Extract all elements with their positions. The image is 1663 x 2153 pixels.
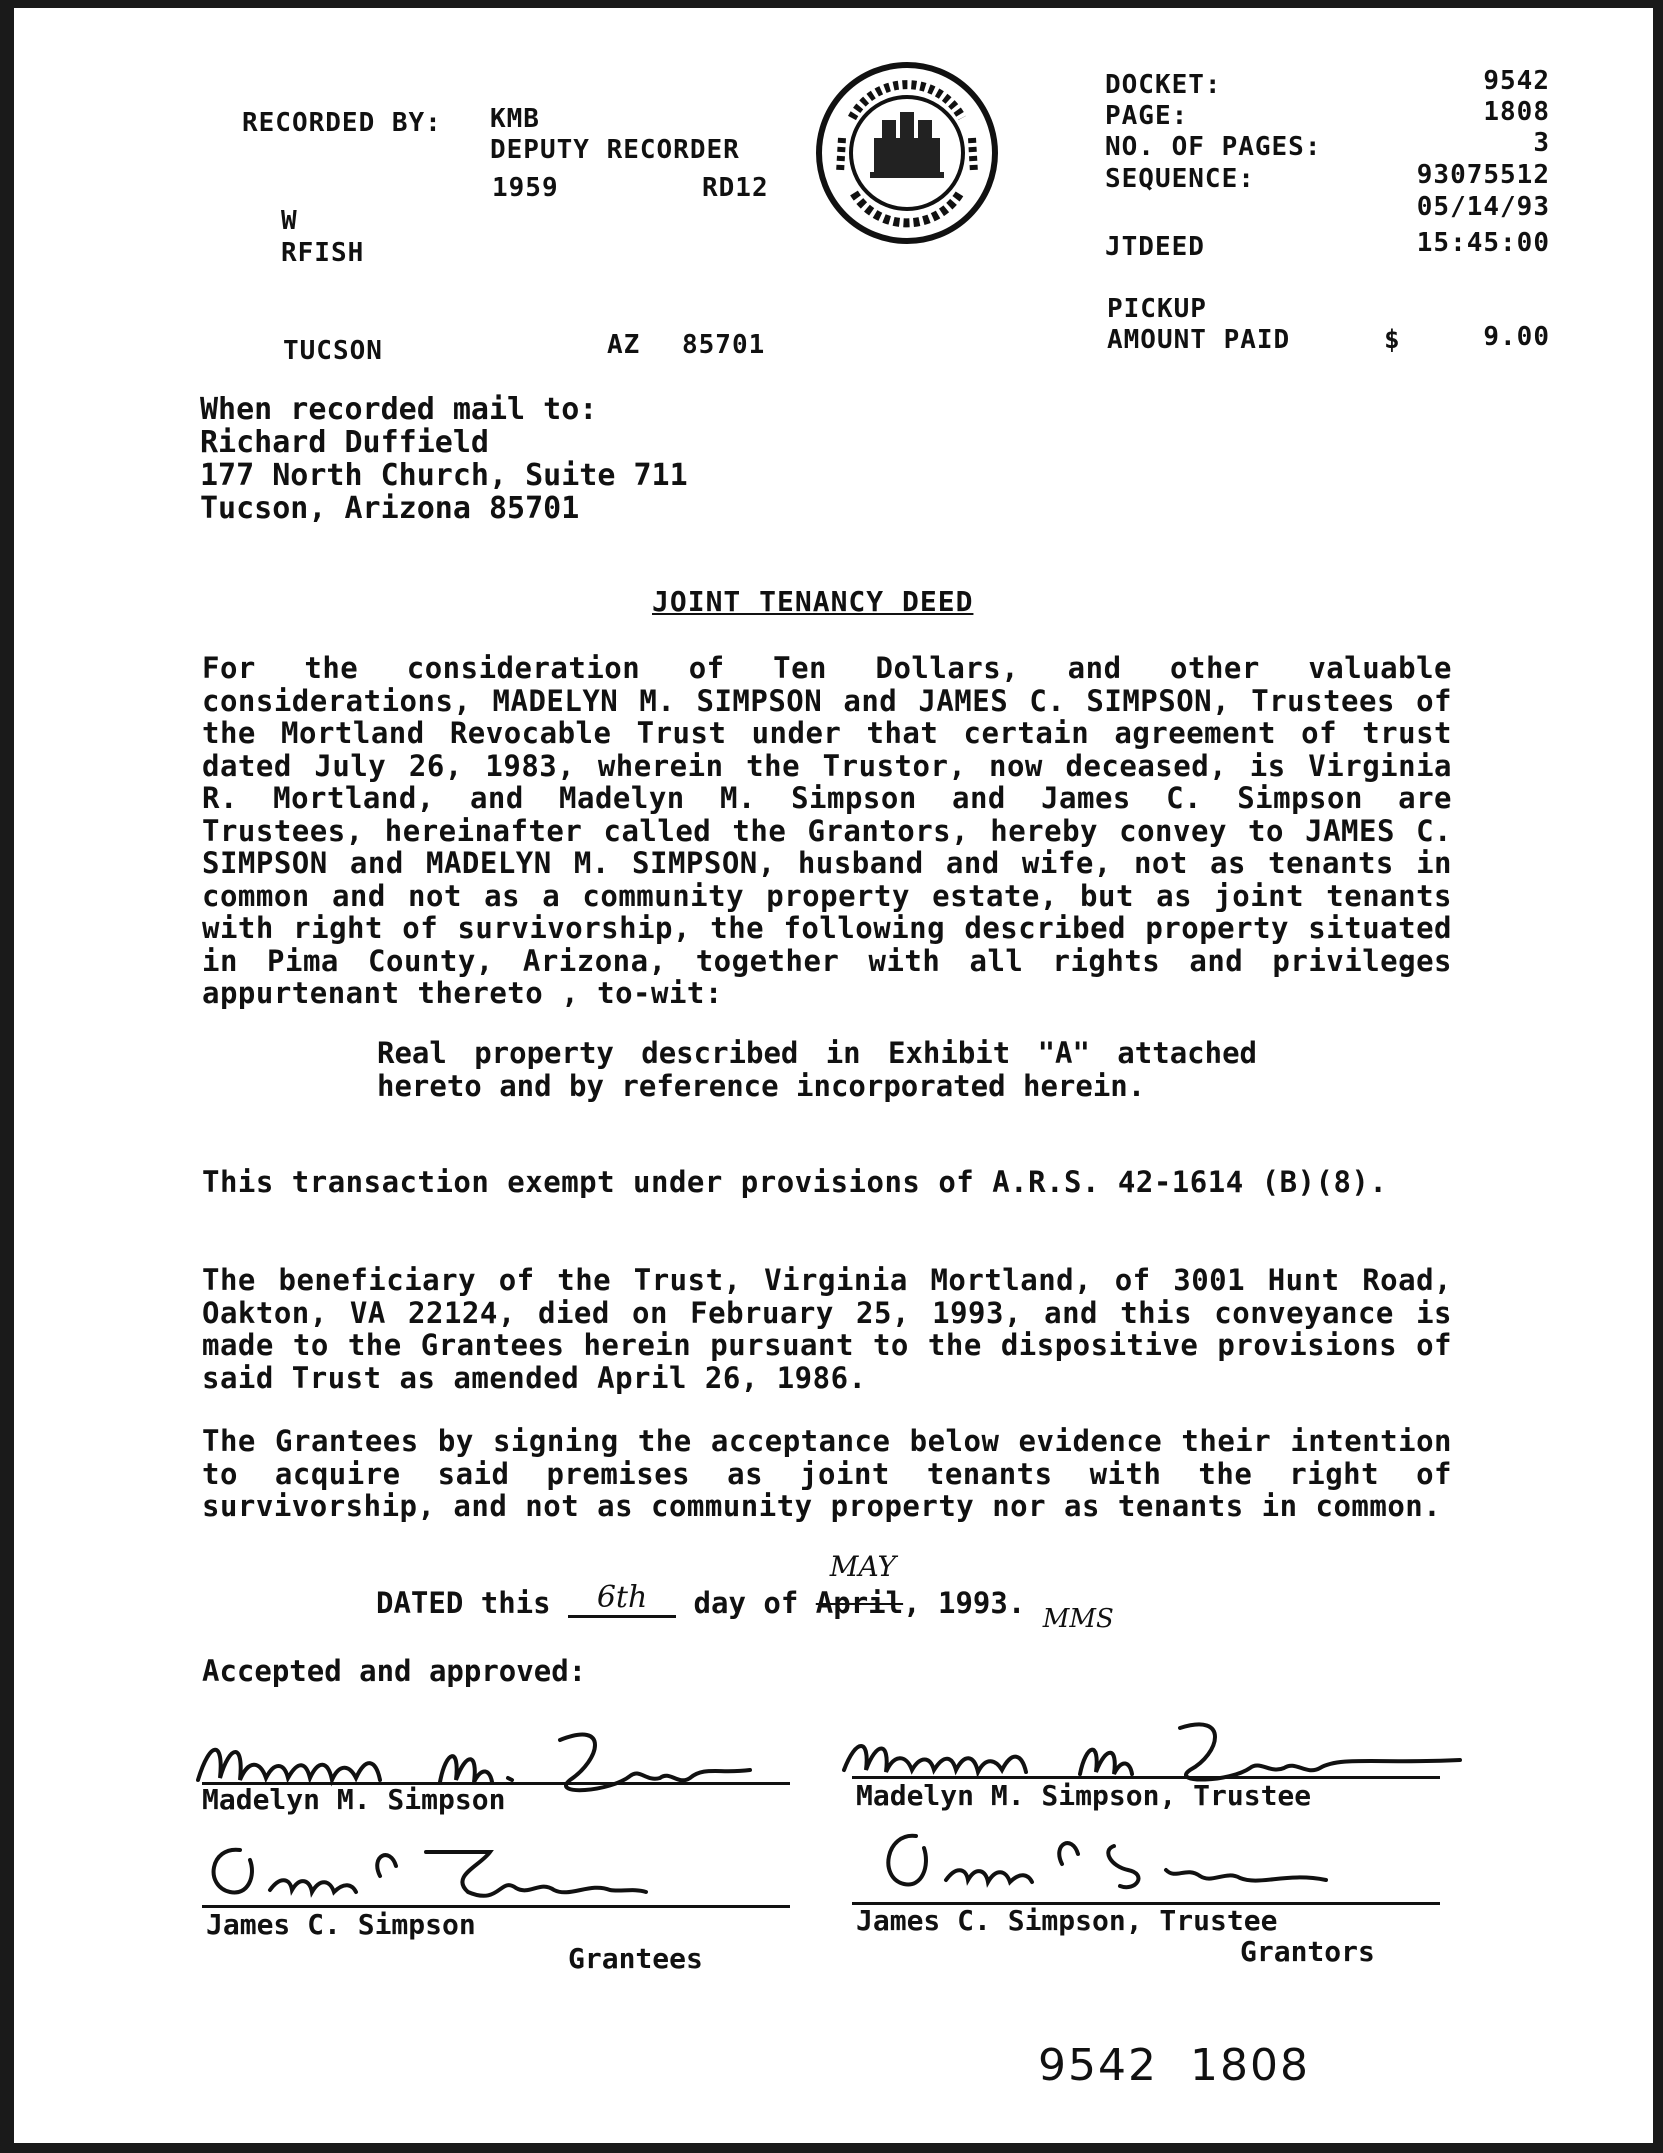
docket-label: DOCKET: <box>1105 70 1222 100</box>
document-type: JTDEED <box>1105 232 1205 262</box>
recorder-w: W <box>281 206 298 236</box>
record-time: 15:45:00 <box>1416 228 1550 258</box>
mail-to-block <box>200 393 688 525</box>
footer-page: 1808 <box>1189 2040 1310 2091</box>
signature-james-trustee <box>866 1826 1386 1906</box>
dated-month-handwritten: MAY <box>829 1550 897 1583</box>
recorded-by-label: RECORDED BY: <box>242 108 442 138</box>
county-seal-stamp <box>812 58 1002 248</box>
amount-paid-label: AMOUNT PAID <box>1107 325 1291 355</box>
recorder-code-1: 1959 <box>492 173 559 203</box>
recorder-code-2: RD12 <box>702 173 769 203</box>
sequence-label: SEQUENCE: <box>1105 164 1255 194</box>
record-date: 05/14/93 <box>1416 192 1550 222</box>
pages-value: 3 <box>1533 128 1550 158</box>
recorder-zip: 85701 <box>682 330 766 360</box>
dated-middle: day of <box>693 1586 799 1620</box>
dated-initials: MMS <box>1042 1604 1114 1634</box>
mail-to-line-1: When recorded mail to: <box>200 392 598 427</box>
paragraph-exhibit: Real property described in Exhibit "A" attached hereto and by reference incorporated herein. <box>377 1036 1257 1103</box>
signature-name-4: James C. Simpson, Trustee <box>856 1904 1278 1937</box>
grantors-label: Grantors <box>1240 1935 1375 1968</box>
paragraph-beneficiary: The beneficiary of the Trust, Virginia Mortland, of 3001 Hunt Road, Oakton, VA 22124, died on February 25, 1993, and this conveyance is made to the Grantees herein pursuant to the dispositive provisions of said Trust as amended April 26, 1986. <box>202 1263 1452 1395</box>
accepted-approved: Accepted and approved: <box>202 1654 587 1688</box>
grantees-label: Grantees <box>568 1942 703 1975</box>
scan-border-top <box>0 0 1663 8</box>
scan-border-right <box>1653 0 1663 2153</box>
dated-prefix: DATED this <box>376 1586 551 1620</box>
signature-name-3: James C. Simpson <box>206 1908 476 1941</box>
pickup-label: PICKUP <box>1107 294 1207 324</box>
dated-day-handwritten: 6th <box>596 1580 648 1615</box>
recorder-state: AZ <box>607 330 641 360</box>
recorded-by-value: KMB <box>490 104 540 134</box>
footer-docket: 9542 <box>1038 2040 1158 2091</box>
page-label: PAGE: <box>1105 101 1189 131</box>
recorder-name: RFISH <box>281 238 365 268</box>
pages-label: NO. OF PAGES: <box>1105 132 1322 162</box>
mail-to-line-3: 177 North Church, Suite 711 <box>200 458 688 493</box>
dated-line <box>376 1550 1114 1634</box>
mail-to-line-4: Tucson, Arizona 85701 <box>200 491 580 526</box>
docket-value: 9542 <box>1483 66 1550 96</box>
scan-border-bottom <box>0 2143 1663 2153</box>
mail-to-line-2: Richard Duffield <box>200 425 489 460</box>
signature-name-1: Madelyn M. Simpson <box>202 1783 506 1816</box>
dated-year: , 1993. <box>903 1586 1026 1620</box>
signature-james-grantee <box>200 1836 680 1916</box>
page-value: 1808 <box>1483 97 1550 127</box>
paragraph-grantees: The Grantees by signing the acceptance below evidence their intention to acquire said premises as joint tenants with the right of survivorship, and not as community property nor as tenants in common. <box>202 1424 1452 1523</box>
currency-symbol: $ <box>1384 325 1401 355</box>
amount-paid-value: 9.00 <box>1483 322 1550 352</box>
recorder-city: TUCSON <box>283 336 383 366</box>
document-title: JOINT TENANCY DEED <box>652 585 974 618</box>
footer-docket-page <box>1038 2040 1310 2091</box>
sequence-value: 93075512 <box>1416 160 1550 190</box>
dated-month-struck: April <box>815 1586 904 1620</box>
paragraph-exemption: This transaction exempt under provisions of A.R.S. 42-1614 (B)(8). <box>202 1165 1388 1199</box>
paragraph-consideration: For the consideration of Ten Dollars, and other valuable considerations, MADELYN M. SIMPSON and JAMES C. SIMPSON, Trustees of the Mortland Revocable Trust under that certain agreement of trust dated July 26, 1983, wherein the Trustor, now deceased, is Virginia R. Mortland, and Madelyn M. Simpson and James C. Simpson are Trustees, hereinafter called the Grantors, hereby convey to JAMES C. SIMPSON and MADELYN M. SIMPSON, husband and wife, not as tenants in common and not as a community property estate, but as joint tenants with right of survivorship, the following described property situated in Pima County, Arizona, together with all rights and privileges appurtenant thereto , to-wit: <box>202 651 1452 1010</box>
scan-border-left <box>0 0 14 2153</box>
signature-name-2: Madelyn M. Simpson, Trustee <box>856 1779 1312 1812</box>
deputy-recorder: DEPUTY RECORDER <box>490 135 740 165</box>
